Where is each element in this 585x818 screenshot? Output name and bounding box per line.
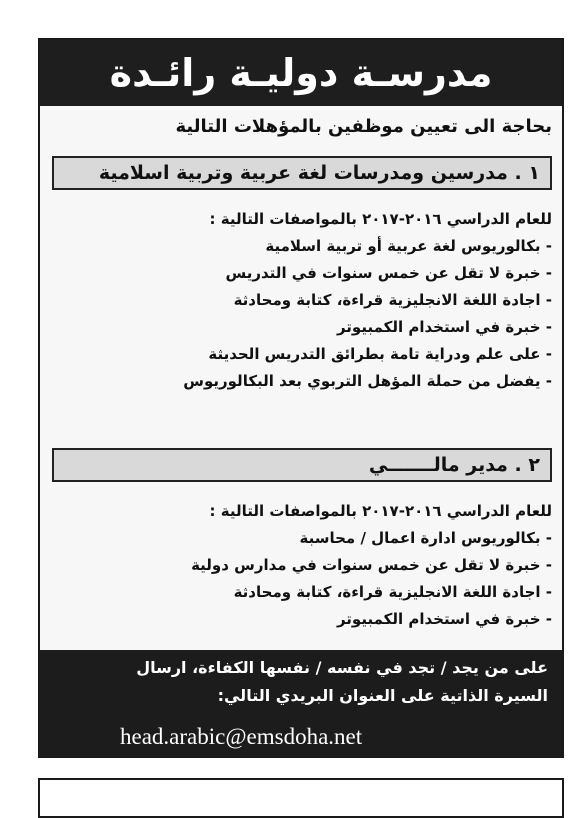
footer-line-2: السيرة الذاتية على العنوان البريدي التالي:: [217, 686, 548, 705]
next-ad-border: [38, 778, 564, 818]
section-1-item: - خبرة لا تقل عن خمس سنوات في التدريس: [225, 264, 552, 282]
contact-footer: [40, 650, 562, 756]
section-1-heading: ١ . مدرسين ومدرسات لغة عربية وتربية اسلامية: [98, 162, 540, 184]
intro-text: بحاجة الى تعيين موظفين بالمؤهلات التالية: [175, 116, 552, 137]
section-1-heading-box: [52, 156, 552, 190]
section-1-item: - يفضل من حملة المؤهل التربوي بعد البكالوريوس: [183, 372, 552, 390]
section-1-item: - بكالوريوس لغة عربية أو تربية اسلامية: [265, 237, 552, 255]
section-2-heading-box: [52, 448, 552, 482]
school-title-banner: [40, 40, 562, 106]
school-title: مدرسـة دوليـة رائـدة: [109, 51, 493, 95]
section-1-item: - اجادة اللغة الانجليزية قراءة، كتابة ومحادثة: [233, 291, 552, 309]
contact-email[interactable]: head.arabic@emsdoha.net: [120, 724, 363, 749]
section-1-item: - على علم ودراية تامة بطرائق التدريس الحديثة: [208, 345, 552, 363]
section-2-heading: ٢ . مدير مالـــــــي: [368, 454, 540, 476]
section-2-item: - اجادة اللغة الانجليزية قراءة، كتابة ومحادثة: [233, 583, 552, 601]
section-2-item: - خبرة لا تقل عن خمس سنوات في مدارس دولية: [191, 556, 552, 574]
section-2-year-line: للعام الدراسي ٢٠١٦-٢٠١٧ بالمواصفات التالية :: [209, 502, 552, 520]
section-1-item: - خبرة في استخدام الكمبيوتر: [336, 318, 552, 336]
section-2-item: - خبرة في استخدام الكمبيوتر: [336, 610, 552, 628]
footer-line-1: على من يجد / تجد في نفسه / نفسها الكفاءة، ارسال: [136, 658, 548, 677]
section-2-item: - بكالوريوس ادارة اعمال / محاسبة: [299, 529, 552, 547]
section-1-year-line: للعام الدراسي ٢٠١٦-٢٠١٧ بالمواصفات التالية :: [209, 210, 552, 228]
job-advertisement: [38, 38, 564, 758]
